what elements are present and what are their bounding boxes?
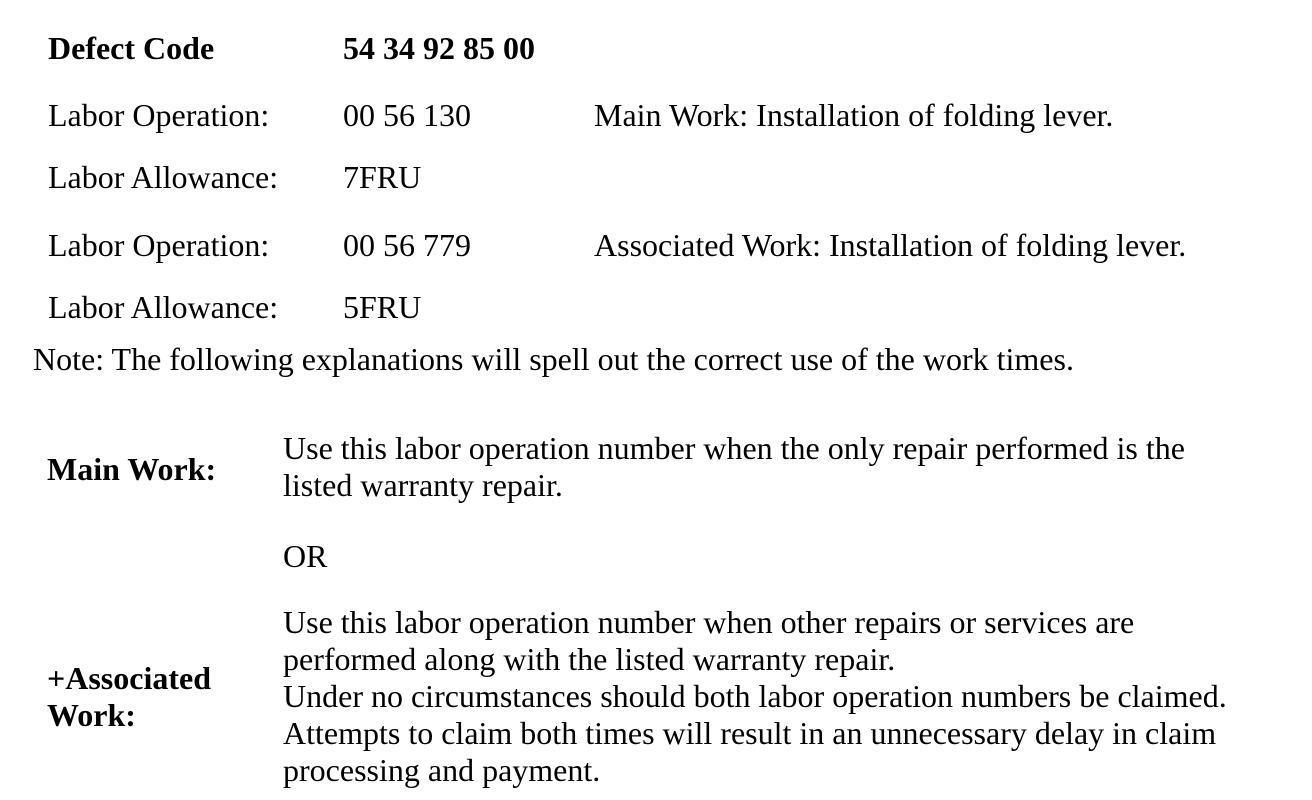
main-work-explanation (283, 430, 1293, 504)
labor-operation-label: Labor Operation: (48, 97, 270, 133)
explanation-line: processing and payment. (283, 752, 601, 788)
labor-operation-description: Associated Work: Installation of folding lever. (594, 227, 1187, 263)
defect-code-value: 54 34 92 85 00 (343, 30, 535, 66)
labor-operation-description: Main Work: Installation of folding lever. (594, 97, 1114, 133)
main-work-label: Main Work: (47, 451, 217, 487)
defect-code-label: Defect Code (48, 30, 215, 66)
associated-work-label: Work: (47, 697, 136, 733)
explanation-line: Use this labor operation number when other repairs or services are (283, 604, 1135, 640)
associated-work-explanation (283, 604, 1293, 789)
labor-operation-number: 00 56 130 (343, 97, 471, 133)
labor-allowance-label: Labor Allowance: (48, 289, 279, 325)
labor-allowance-value: 7FRU (343, 159, 422, 195)
note-text: Note: The following explanations will spell out the correct use of the work times. (33, 341, 1074, 377)
labor-allowance-label: Labor Allowance: (48, 159, 279, 195)
explanation-line: listed warranty repair. (283, 467, 563, 503)
explanation-line: Attempts to claim both times will result in an unnecessary delay in claim (283, 715, 1217, 751)
or-separator: OR (283, 538, 328, 574)
labor-allowance-value: 5FRU (343, 289, 422, 325)
labor-operation-label: Labor Operation: (48, 227, 270, 263)
labor-operation-number: 00 56 779 (343, 227, 471, 263)
associated-work-label: +Associated (47, 660, 211, 696)
explanation-line: Under no circumstances should both labor operation numbers be claimed. (283, 678, 1227, 714)
explanation-line: performed along with the listed warranty repair. (283, 641, 896, 677)
explanation-line: Use this labor operation number when the only repair performed is the (283, 430, 1185, 466)
